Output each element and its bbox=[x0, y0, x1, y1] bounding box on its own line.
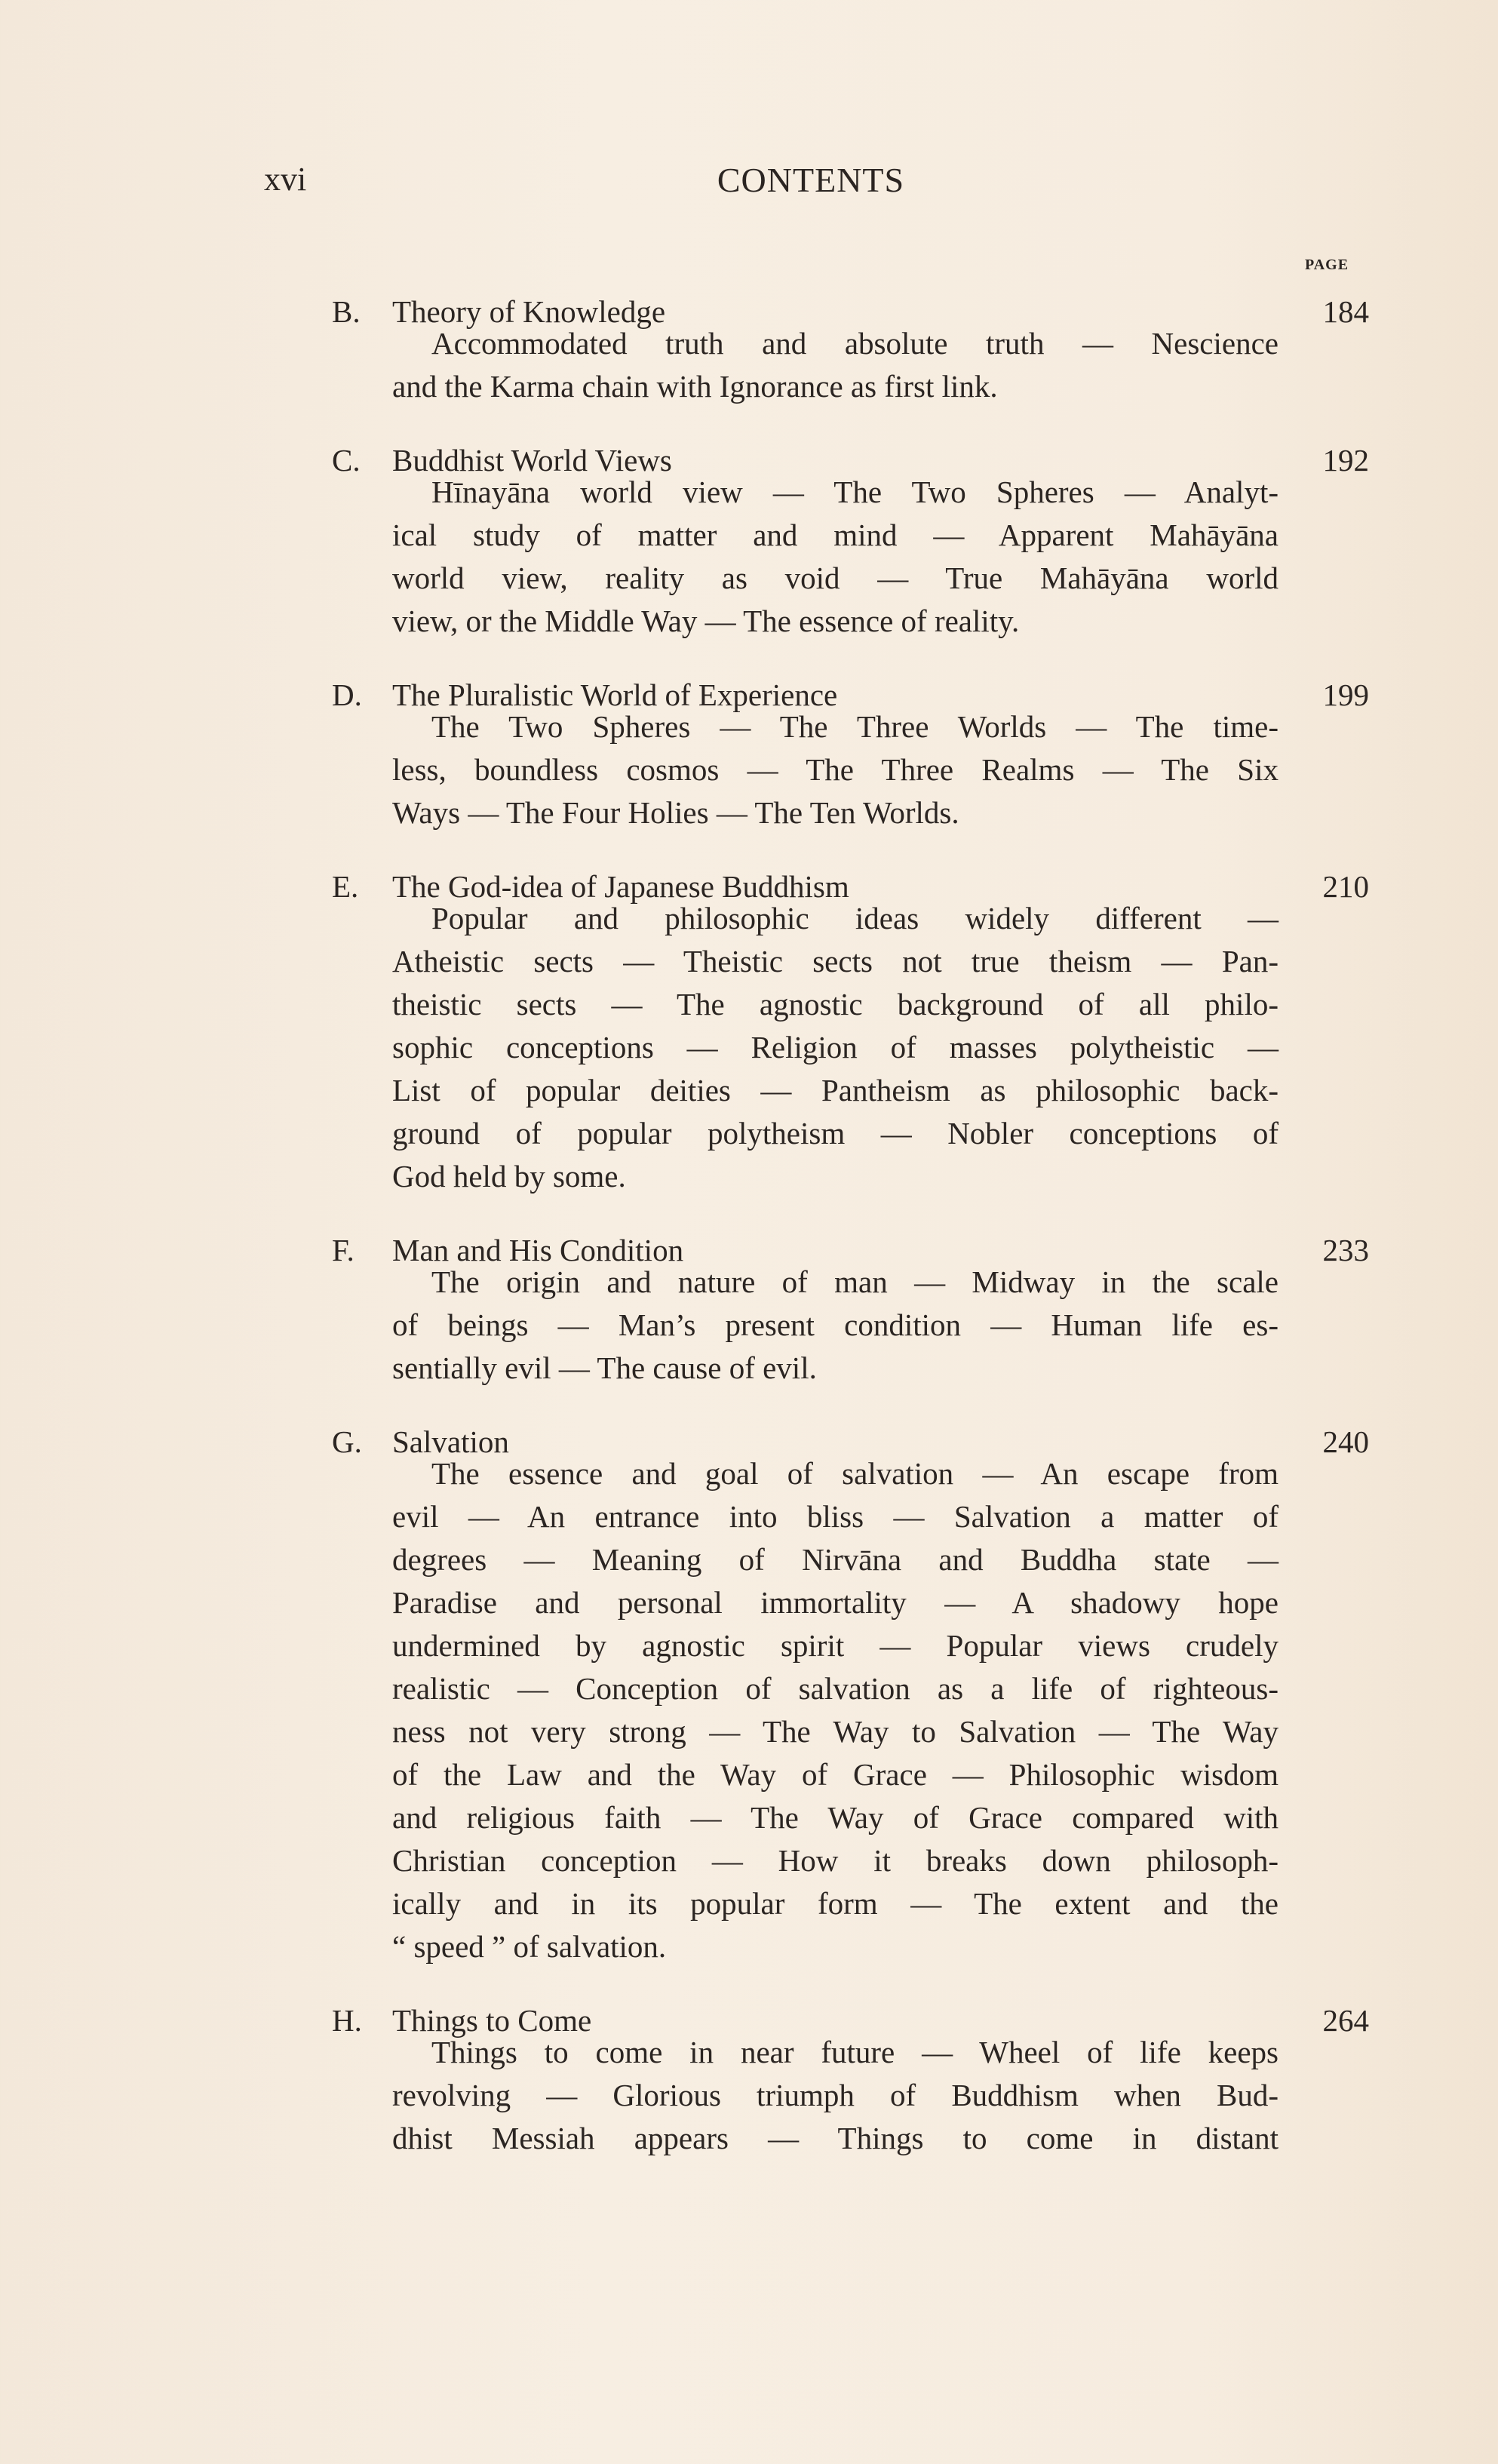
toc-entry-heading[interactable] bbox=[324, 1409, 1369, 1459]
dot-leader bbox=[520, 1409, 1295, 1452]
summary-line: The essence and goal of salvation — An escape from bbox=[431, 1456, 1279, 1491]
section-title: Salvation bbox=[392, 1424, 509, 1459]
toc-entry bbox=[324, 662, 1369, 834]
toc-entry-heading[interactable] bbox=[324, 279, 1369, 329]
section-title: Theory of Knowledge bbox=[392, 294, 666, 329]
summary-line: Accommodated truth and absolute truth — Nescience bbox=[431, 326, 1279, 361]
dot-leader bbox=[683, 428, 1295, 471]
section-summary bbox=[392, 1261, 1279, 1390]
summary-line: Popular and philosophic ideas widely different — bbox=[431, 901, 1279, 936]
summary-line: and religious faith — The Way of Grace compared with bbox=[392, 1800, 1279, 1835]
toc-entry bbox=[324, 1409, 1369, 1968]
page-number: 192 bbox=[1322, 443, 1369, 478]
summary-line: evil — An entrance into bliss — Salvation a matter of bbox=[392, 1499, 1279, 1534]
section-summary bbox=[392, 897, 1279, 1198]
summary-line: ness not very strong — The Way to Salvation — The Way bbox=[392, 1714, 1279, 1749]
summary-line: and the Karma chain with Ignorance as first link. bbox=[392, 369, 998, 404]
summary-line: sophic conceptions — Religion of masses polytheistic — bbox=[392, 1030, 1279, 1065]
page-number: 184 bbox=[1322, 294, 1369, 329]
summary-line: List of popular deities — Pantheism as philosophic back- bbox=[392, 1073, 1279, 1108]
table-of-contents bbox=[324, 279, 1369, 2180]
summary-line: ically and in its popular form — The extent and the bbox=[392, 1886, 1279, 1921]
page-folio: xvi bbox=[264, 161, 307, 198]
page-number: 233 bbox=[1322, 1233, 1369, 1267]
toc-entry bbox=[324, 1988, 1369, 2160]
summary-line: ground of popular polytheism — Nobler conceptions of bbox=[392, 1116, 1279, 1151]
section-letter: B. bbox=[332, 294, 361, 329]
summary-line: Atheistic sects — Theistic sects not true theism — Pan- bbox=[392, 944, 1279, 979]
dot-leader bbox=[676, 279, 1295, 322]
summary-line: theistic sects — The agnostic background of all philo- bbox=[392, 987, 1279, 1022]
section-letter: F. bbox=[332, 1233, 355, 1267]
running-head bbox=[0, 160, 1498, 205]
summary-line: “ speed ” of salvation. bbox=[392, 1929, 667, 1964]
summary-line: Hīnayāna world view — The Two Spheres — Analyt- bbox=[431, 475, 1279, 509]
page-number: 240 bbox=[1322, 1424, 1369, 1459]
summary-line: undermined by agnostic spirit — Popular views crudely bbox=[392, 1628, 1279, 1663]
summary-line: God held by some. bbox=[392, 1159, 626, 1194]
toc-entry bbox=[324, 279, 1369, 408]
summary-line: ical study of matter and mind — Apparent Mahāyāna bbox=[392, 518, 1279, 552]
section-summary bbox=[392, 705, 1279, 834]
toc-entry bbox=[324, 1218, 1369, 1390]
section-title: Man and His Condition bbox=[392, 1233, 684, 1267]
section-letter: C. bbox=[332, 443, 361, 478]
section-letter: H. bbox=[332, 2003, 362, 2038]
summary-line: world view, reality as void — True Mahāyāna world bbox=[392, 561, 1279, 595]
summary-line: of beings — Man’s present condition — Human life es- bbox=[392, 1307, 1279, 1342]
page-number: 199 bbox=[1322, 677, 1369, 712]
section-title: The Pluralistic World of Experience bbox=[392, 677, 838, 712]
section-summary bbox=[392, 2031, 1279, 2160]
section-letter: D. bbox=[332, 677, 362, 712]
page-number: 210 bbox=[1322, 869, 1369, 904]
summary-line: of the Law and the Way of Grace — Philosophic wisdom bbox=[392, 1757, 1279, 1792]
summary-line: The origin and nature of man — Midway in the scale bbox=[431, 1264, 1279, 1299]
toc-entry-heading[interactable] bbox=[324, 1218, 1369, 1267]
toc-entry-heading[interactable] bbox=[324, 1988, 1369, 2038]
toc-entry-heading[interactable] bbox=[324, 854, 1369, 904]
summary-line: Things to come in near future — Wheel of life keeps bbox=[431, 2035, 1279, 2069]
summary-line: Christian conception — How it breaks down philosoph- bbox=[392, 1843, 1279, 1878]
section-summary bbox=[392, 322, 1279, 408]
dot-leader bbox=[694, 1218, 1295, 1261]
section-title: Buddhist World Views bbox=[392, 443, 672, 478]
section-letter: E. bbox=[332, 869, 359, 904]
section-summary bbox=[392, 1452, 1279, 1968]
summary-line: Ways — The Four Holies — The Ten Worlds. bbox=[392, 795, 959, 830]
summary-line: Paradise and personal immortality — A shadowy hope bbox=[392, 1585, 1279, 1620]
section-letter: G. bbox=[332, 1424, 362, 1459]
summary-line: view, or the Middle Way — The essence of reality. bbox=[392, 604, 1020, 638]
summary-line: The Two Spheres — The Three Worlds — The time- bbox=[431, 709, 1279, 744]
dot-leader bbox=[860, 854, 1295, 897]
section-title: The God-idea of Japanese Buddhism bbox=[392, 869, 849, 904]
summary-line: revolving — Glorious triumph of Buddhism when Bud- bbox=[392, 2078, 1279, 2112]
page-title: CONTENTS bbox=[717, 161, 905, 199]
dot-leader bbox=[602, 1988, 1295, 2031]
summary-line: dhist Messiah appears — Things to come in distant bbox=[392, 2121, 1279, 2155]
summary-line: degrees — Meaning of Nirvāna and Buddha state — bbox=[392, 1542, 1279, 1577]
section-summary bbox=[392, 471, 1279, 643]
summary-line: realistic — Conception of salvation as a life of righteous- bbox=[392, 1671, 1279, 1706]
toc-entry-heading[interactable] bbox=[324, 662, 1369, 712]
section-title: Things to Come bbox=[392, 2003, 592, 2038]
toc-entry bbox=[324, 428, 1369, 643]
page-column-label: PAGE bbox=[1305, 257, 1349, 273]
dot-leader bbox=[848, 662, 1295, 705]
toc-entry-heading[interactable] bbox=[324, 428, 1369, 478]
toc-entry bbox=[324, 854, 1369, 1198]
page-number: 264 bbox=[1322, 2003, 1369, 2038]
summary-line: less, boundless cosmos — The Three Realms — The Six bbox=[392, 752, 1279, 787]
summary-line: sentially evil — The cause of evil. bbox=[392, 1350, 817, 1385]
